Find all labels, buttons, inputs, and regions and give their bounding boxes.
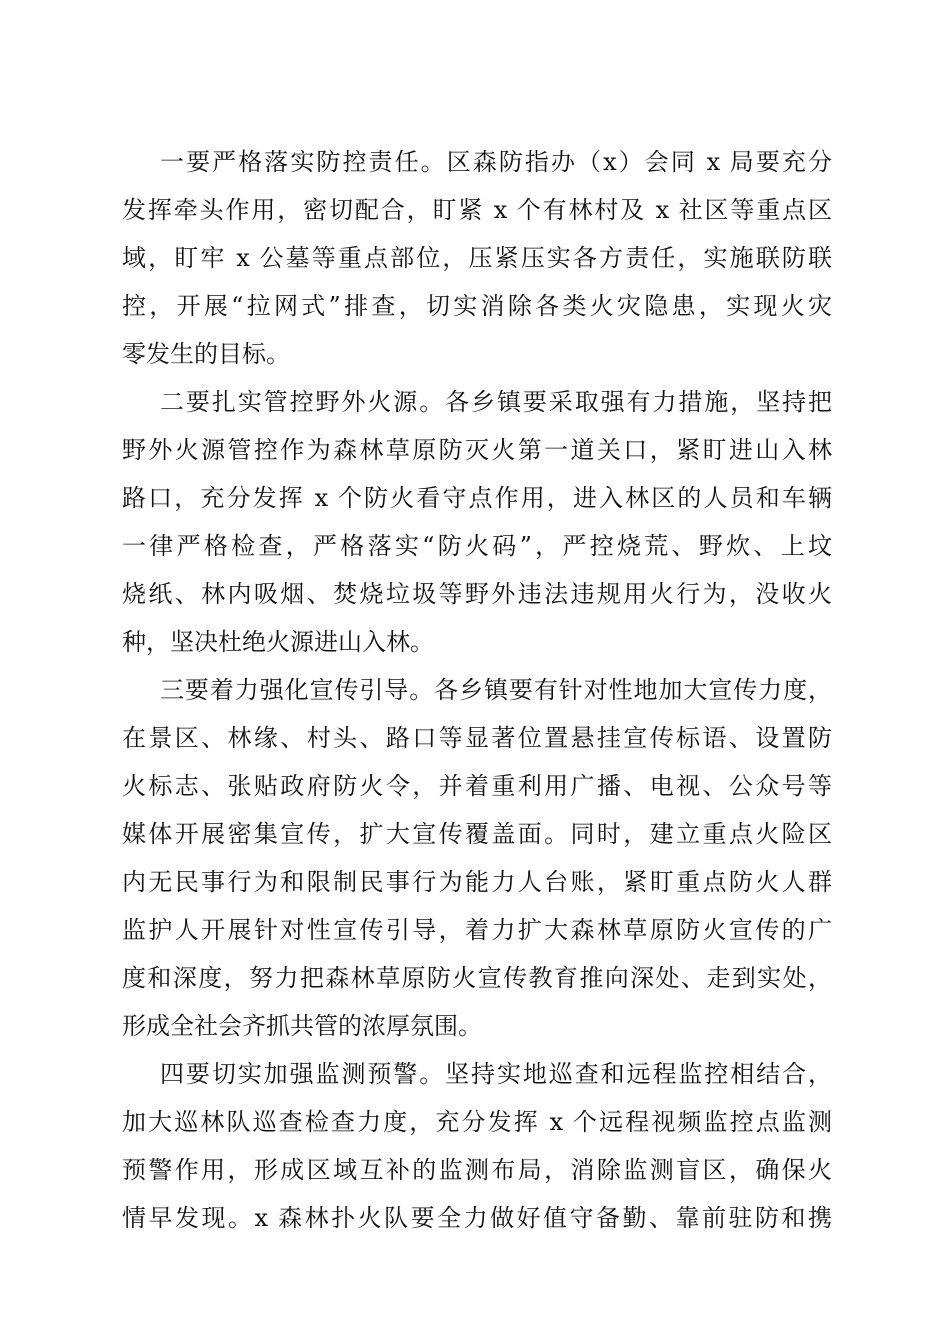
paragraph-2-line-1: 二要扎实管控野外火源。各乡镇要采取强有力措施，坚持把: [160, 388, 832, 416]
paragraph-2-line-4: 一律严格检查，严格落实“防火码”，严控烧荒、野炊、上坟: [122, 532, 832, 560]
paragraph-4-line-1: 四要切实加强监测预警。坚持实地巡查和远程监控相结合，: [160, 1060, 832, 1088]
paragraph-1-line-5: 零发生的目标。: [122, 340, 290, 368]
paragraph-1-line-2: 发挥牵头作用，密切配合，盯紧 x 个有林村及 x 社区等重点区: [122, 196, 832, 224]
paragraph-3-line-1: 三要着力强化宣传引导。各乡镇要有针对性地加大宣传力度，: [160, 676, 832, 704]
paragraph-3-line-4: 媒体开展密集宣传，扩大宣传覆盖面。同时，建立重点火险区: [122, 820, 832, 848]
paragraph-2-line-2: 野外火源管控作为森林草原防灭火第一道关口，紧盯进山入林: [122, 436, 832, 464]
paragraph-3-line-6: 监护人开展针对性宣传引导，着力扩大森林草原防火宣传的广: [122, 916, 832, 944]
paragraph-1-line-4: 控，开展“拉网式”排查，切实消除各类火灾隐患，实现火灾: [122, 292, 832, 320]
paragraph-3-line-2: 在景区、林缘、村头、路口等显著位置悬挂宣传标语、设置防: [122, 724, 832, 752]
paragraph-2-line-6: 种，坚决杜绝火源进山入林。: [122, 628, 434, 656]
paragraph-3-line-8: 形成全社会齐抓共管的浓厚氛围。: [122, 1012, 482, 1040]
paragraph-1-line-3: 域，盯牢 x 公墓等重点部位，压紧压实各方责任，实施联防联: [122, 244, 832, 272]
paragraph-4-line-4: 情早发现。x 森林扑火队要全力做好值守备勤、靠前驻防和携: [122, 1204, 832, 1232]
paragraph-3-line-3: 火标志、张贴政府防火令，并着重利用广播、电视、公众号等: [122, 772, 832, 800]
paragraph-1-line-1: 一要严格落实防控责任。区森防指办（x）会同 x 局要充分: [160, 148, 832, 176]
paragraph-4-line-3: 预警作用，形成区域互补的监测布局，消除监测盲区，确保火: [122, 1156, 832, 1184]
paragraph-2-line-3: 路口，充分发挥 x 个防火看守点作用，进入林区的人员和车辆: [122, 484, 832, 512]
paragraph-3-line-5: 内无民事行为和限制民事行为能力人台账，紧盯重点防火人群: [122, 868, 832, 896]
paragraph-3-line-7: 度和深度，努力把森林草原防火宣传教育推向深处、走到实处，: [122, 964, 832, 992]
paragraph-2-line-5: 烧纸、林内吸烟、焚烧垃圾等野外违法违规用火行为，没收火: [122, 580, 832, 608]
paragraph-4-line-2: 加大巡林队巡查检查力度，充分发挥 x 个远程视频监控点监测: [122, 1108, 832, 1136]
